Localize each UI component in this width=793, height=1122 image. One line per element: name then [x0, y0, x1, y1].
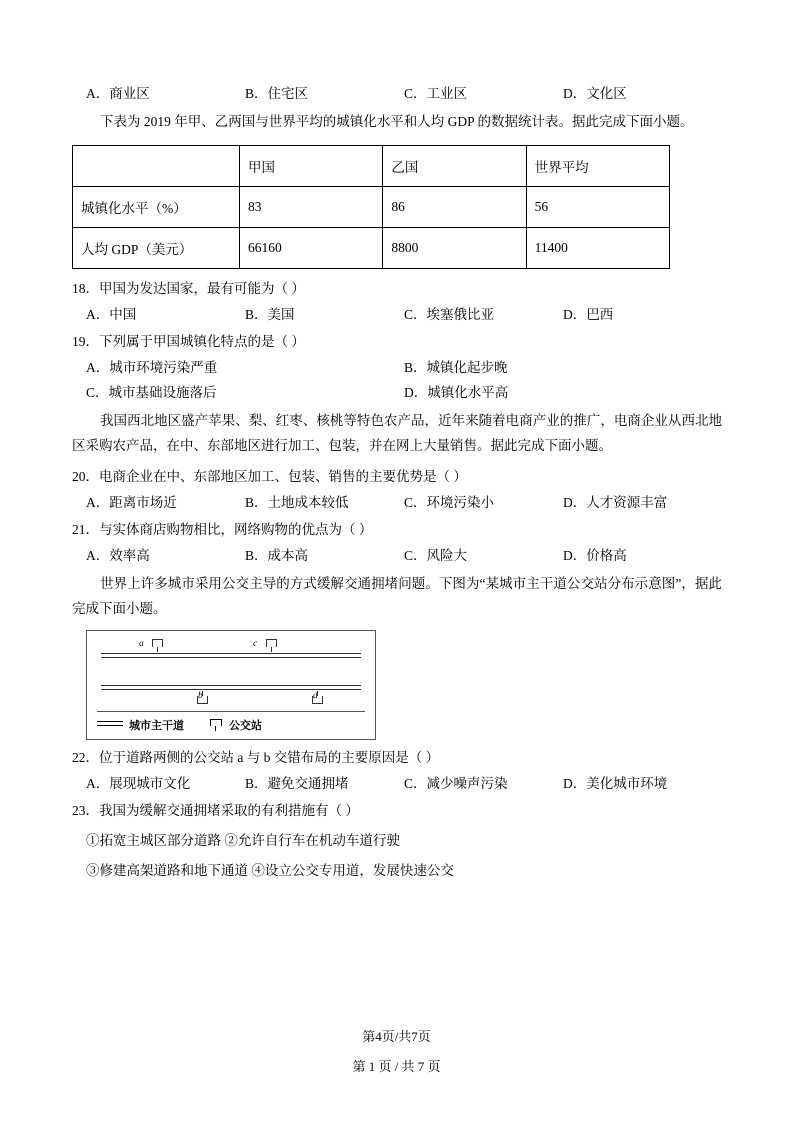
question-20-stem: 20．电商企业在中、东部地区加工、包装、销售的主要优势是（ ）	[72, 468, 467, 484]
diagram-road-area	[97, 639, 365, 707]
bus-stop-b	[198, 691, 203, 702]
bus-stop-c-icon	[266, 639, 277, 652]
legend-road-entry	[97, 717, 184, 733]
q20-option-c: C．环境污染小	[404, 494, 495, 510]
option-a: A．商业区	[86, 86, 150, 101]
road-lane-upper	[101, 657, 361, 658]
q18-option-b: B．美国	[245, 307, 295, 323]
table-header-blank	[73, 146, 240, 187]
table-header-country-a: 甲国	[240, 146, 383, 187]
q18-option-c: C．埃塞俄比亚	[404, 307, 495, 323]
road-line-icon	[97, 721, 123, 729]
q21-option-b: B．成本高	[245, 548, 309, 564]
question-18-options	[72, 305, 722, 325]
viewer-page-number: 第 1 页 / 共 7 页	[352, 1059, 441, 1074]
road-lane-lower	[101, 685, 361, 686]
option-c: C．工业区	[404, 86, 468, 101]
bus-stop-d	[313, 691, 318, 702]
q20-option-b: B．土地成本较低	[245, 494, 349, 510]
document-page-number: 第4页/共7页	[362, 1029, 431, 1044]
table-header-row	[73, 146, 670, 187]
bus-stop-b-label: b	[198, 691, 203, 702]
q19-option-d: D．城镇化水平高	[404, 384, 509, 400]
q19-option-a: A．城市环境污染严重	[86, 360, 218, 376]
top-options-row	[72, 84, 722, 104]
table-row	[73, 228, 670, 269]
question-19-stem: 19．下列属于甲国城镇化特点的是（ ）	[72, 334, 305, 350]
road-edge-bottom	[101, 689, 361, 690]
bus-stop-c	[253, 639, 257, 650]
q21-option-a: A．效率高	[86, 548, 150, 564]
q18-option-d: D．巴西	[563, 307, 614, 323]
option-d: D．文化区	[563, 86, 627, 101]
cell-urbanization-a: 83	[240, 187, 383, 228]
q22-option-d: D．美化城市环境	[563, 776, 668, 792]
q18-option-a: A．中国	[86, 307, 137, 323]
question-23-stem: 23．我国为缓解交通拥堵采取的有利措施有（ ）	[72, 803, 359, 819]
legend-stop-label: 公交站	[229, 720, 262, 733]
bus-stop-a-icon	[152, 639, 163, 652]
cell-urbanization-world: 56	[526, 187, 669, 228]
cell-urbanization-b: 86	[383, 187, 526, 228]
question-21-stem: 21．与实体商店购物相比，网络购物的优点为（ ）	[72, 522, 373, 538]
option-b: B．住宅区	[245, 86, 309, 101]
urbanization-gdp-table	[72, 145, 670, 269]
question-22-options	[72, 774, 722, 794]
bus-stop-c-label: c	[253, 639, 258, 650]
q22-option-c: C．减少噪声污染	[404, 776, 508, 792]
q22-option-a: A．展现城市文化	[86, 776, 191, 792]
row-label-urbanization: 城镇化水平（%）	[73, 187, 240, 228]
q21-option-c: C．风险大	[404, 548, 468, 564]
question-20-options	[72, 493, 722, 513]
bus-stop-a-label: a	[139, 639, 144, 650]
bus-stop-icon	[210, 719, 223, 731]
question-18-stem: 18．甲国为发达国家，最有可能为（ ）	[72, 281, 305, 297]
q20-option-d: D．人才资源丰富	[563, 494, 668, 510]
q22-option-b: B．避免交通拥堵	[245, 776, 349, 792]
cell-gdp-world: 11400	[526, 228, 669, 269]
bus-stop-diagram	[86, 630, 376, 740]
table-header-world-avg: 世界平均	[526, 146, 669, 187]
table-row	[73, 187, 670, 228]
question-23-choice-line-2: ③修建高架道路和地下通道 ④设立公交专用道，发展快速公交	[86, 863, 454, 879]
bus-stop-a	[139, 639, 144, 650]
q19-option-b: B．城镇化起步晚	[404, 360, 508, 376]
legend-road-label: 城市主干道	[129, 720, 184, 733]
table-intro-paragraph: 下表为 2019 年甲、乙两国与世界平均的城镇化水平和人均 GDP 的数据统计表。据此完成下面小题。	[100, 114, 694, 130]
question-21-options	[72, 546, 722, 566]
question-19-options-row2	[72, 383, 722, 403]
cell-gdp-b: 8800	[383, 228, 526, 269]
row-label-gdp: 人均 GDP（美元）	[73, 228, 240, 269]
bus-stop-d-label: d	[313, 691, 318, 702]
page-content	[72, 84, 722, 887]
question-22-stem: 22．位于道路两侧的公交站 a 与 b 交错布局的主要原因是（ ）	[72, 750, 440, 766]
question-23-choice-line-1: ①拓宽主城区部分道路 ②允许自行车在机动车道行驶	[86, 833, 400, 849]
q21-option-d: D．价格高	[563, 548, 627, 564]
question-19-options-row1	[72, 358, 722, 378]
q19-option-c: C．城市基础设施落后	[86, 384, 217, 400]
cell-gdp-a: 66160	[240, 228, 383, 269]
diagram-legend	[97, 711, 365, 733]
road-edge-top	[101, 653, 361, 654]
ecommerce-intro-paragraph: 我国西北地区盛产苹果、梨、红枣、核桃等特色农产品，近年来随着电商产业的推广，电商企业从西北地区采购农产品，在中、东部地区进行加工、包装，并在网上大量销售。据此完成下面小题。	[72, 412, 722, 453]
legend-stop-entry	[210, 717, 262, 733]
table-header-country-b: 乙国	[383, 146, 526, 187]
q20-option-a: A．距离市场近	[86, 494, 177, 510]
bus-intro-paragraph: 世界上许多城市采用公交主导的方式缓解交通拥堵问题。下图为“某城市主干道公交站分布示意图”，据此完成下面小题。	[72, 576, 722, 617]
